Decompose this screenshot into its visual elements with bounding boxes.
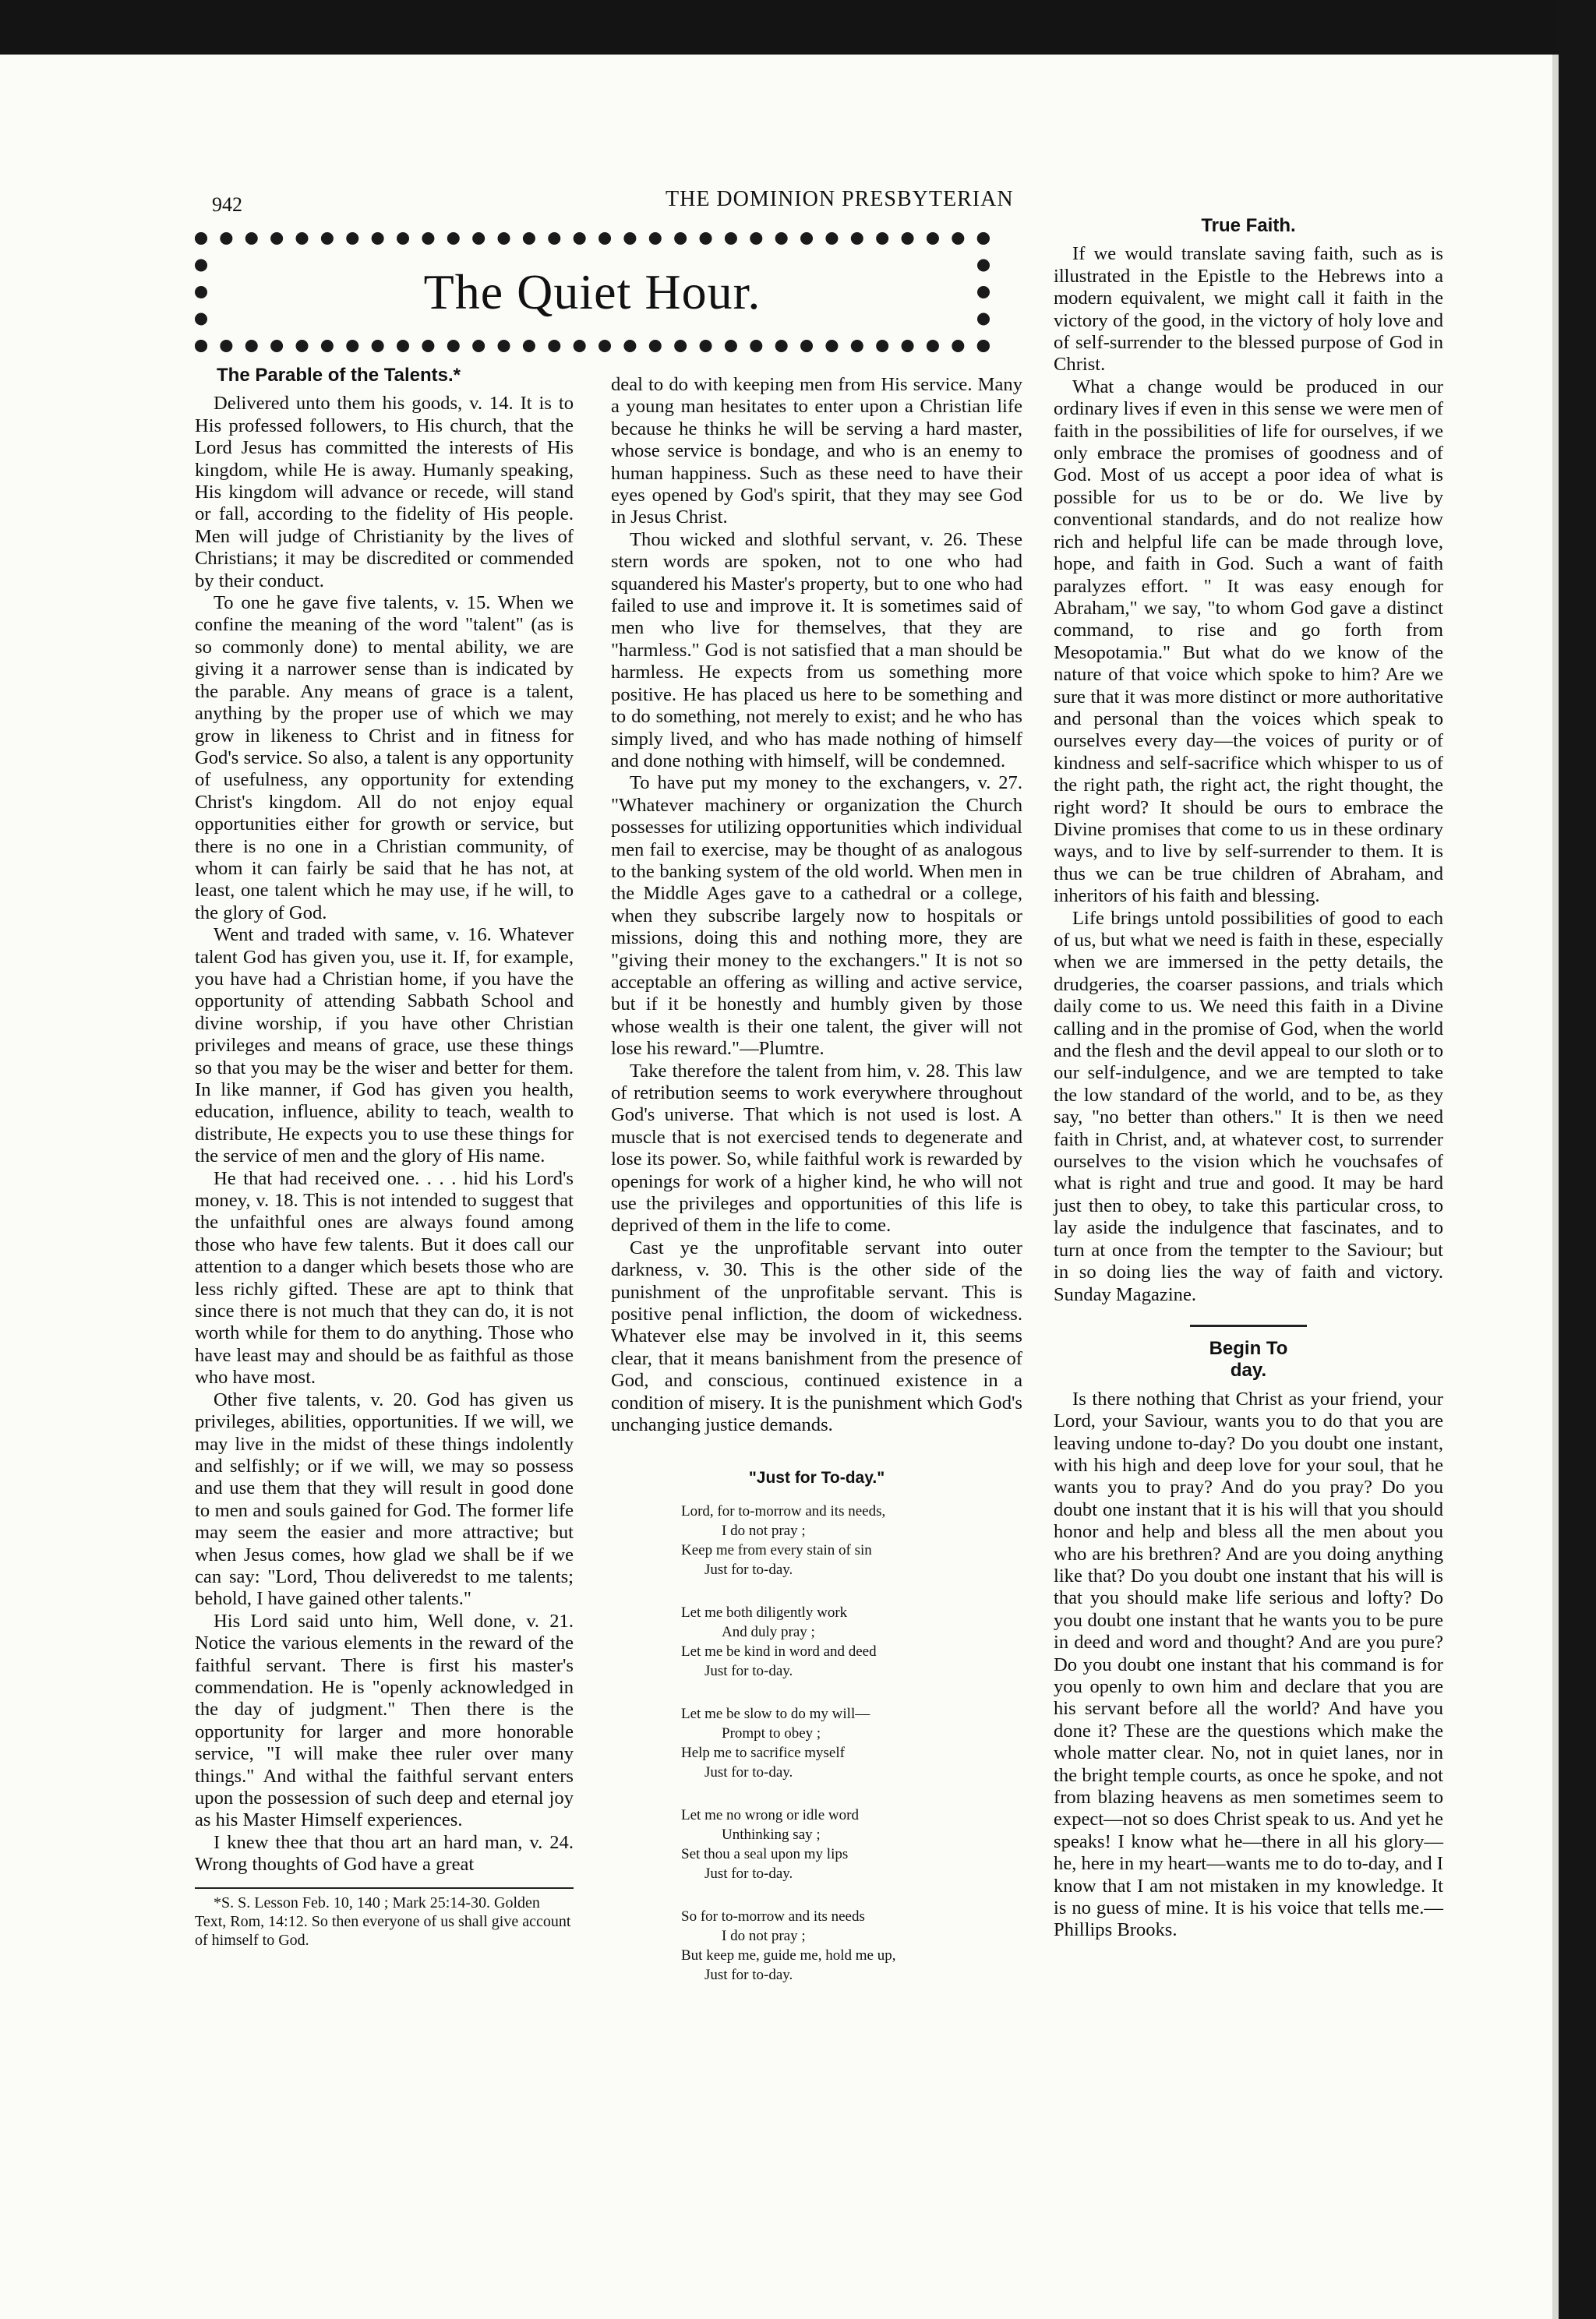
poem-line: I do not pray ; [722,1927,806,1944]
poem [611,1468,1022,1985]
paragraph: I knew thee that thou art an hard man, v. 24. Wrong thoughts of God have a great [195,1831,574,1876]
poem-line: Lord, for to-morrow and its needs, [681,1502,886,1520]
paragraph: To have put my money to the exchangers, v. 27. "Whatever machinery or organization the Church possesses for utilizing opportunities which individual men fail to exercise, may be thought of as analogous to the banking system of the old world. When men in the Middle Ages gave to a cathedral or a college, when they subscribe largely now to hospitals or missions, doing this and nothing more, they are "giving their money to the exchangers." It is not so acceptable an offering as willing and active service, but if it be honestly and humbly given by those whose wealth is their one talent, the giver will not lose his reward."—Plumtre. [611,772,1022,1060]
poem-line: Help me to sacrifice myself [681,1744,845,1761]
paragraph: What a change would be produced in our ordinary lives if even in this sense we were men of faith in the possibilities of life for ourselves, if we only embrace the promises of goodness and of God. Most of us accept a poor idea of what is possible for us to be or do. We live by conventional standards, and do not realize how rich and helpful life can be made through love, hope, and faith in God. Such a want of faith paralyzes effort. " It was easy enough for Abraham," we say, "to whom God gave a distinct command, to rise and go forth from Mesopotamia." But what do we know of the nature of that voice which spoke to him? Are we sure that it was more distinct or more authoritative and personal than the voices which speak to ourselves every day—the voices of purity or of kindness and self-sacrifice which whisper to us of the right path, the right act, the right thought, the right word? It should be ours to embrace the Divine promises that come to us in these ordinary ways, and to live by self-surrender to them. It is thus we can be true children of Abraham, and inheritors of his faith and blessing. [1054,376,1443,907]
page-binding-edge [1552,55,1559,2319]
footnote-text: *S. S. Lesson Feb. 10, 140 ; Mark 25:14-30. Golden Text, Rom, 14:12. So then everyone of us shall give account of himself to God. [195,1894,571,1949]
poem-line: I do not pray ; [722,1522,806,1539]
poem-stanza [681,1907,1022,1985]
running-head: THE DOMINION PRESBYTERIAN [666,187,1014,211]
scan-top-edge [0,0,1596,55]
poem-line: Let me no wrong or idle word [681,1806,859,1823]
paragraph: Went and traded with same, v. 16. Whatever talent God has given you, use it. If, for example, you have had a Christian home, if you have the opportunity of attending Sabbath School and divine worship, if you have other Christian privileges and means of grace, use these things so that you may be the wiser and better for them. In like manner, if God has given you health, education, influence, ability to teach, wealth to distribute, He expects you to use these things for the service of men and the glory of His name. [195,924,574,1167]
paragraph: Thou wicked and slothful servant, v. 26. These stern words are spoken, not to one who had squandered his Master's property, but to one who had failed to use and improve it. It is sometimes said of men who live for themselves, that they are "harmless." God is not satisfied that a man should be harmless. He expects from us something more positive. He has placed us here to be something and to do something, not merely to exist; and he who has simply lived, and who has made nothing of himself and done nothing with himself, will be condemned. [611,528,1022,771]
scan-right-edge [1555,0,1596,2319]
paragraph: deal to do with keeping men from His service. Many a young man hesitates to enter upon a Christian life because he thinks he will be serving a hard master, whose service is bondage, and who is an enemy to human happiness. Such as these need to have their eyes opened by God's spirit, that they may see God in Jesus Christ. [611,374,1022,528]
poem-line: Set thou a seal upon my lips [681,1845,849,1862]
poem-title: "Just for To-day." [748,1468,885,1487]
paragraph: His Lord said unto him, Well done, v. 21. Notice the various elements in the reward of the faithful servant. There is first his master's commendation. He is "openly acknowledged in the day of judgment." Then there is the opportunity for larger and more honorable service, "I will make thee ruler over many things." And withal the faithful servant enters upon the possession of such deep and eternal joy as his Master Himself experiences. [195,1610,574,1831]
column-1 [195,365,574,1950]
article-heading-begin-to-day: Begin To day. [1190,1325,1307,1382]
poem-line: Just for to-day. [704,1561,793,1578]
column-3 [1054,215,1443,1942]
article-heading-talents: The Parable of the Talents.* [217,365,461,386]
footnote [195,1887,574,1950]
paragraph: Life brings untold possibilities of good to each of us, but what we need is faith in these, especially when we are immersed in the petty details, the drudgeries, the coarser passions, and trials which daily come to us. We need this faith in a Divine calling and in the promise of God, when the world and the flesh and the devil appeal to our sloth or to our self-indulgence, and we are tempted to take the low standard of the world, and to be, as they say, "no better than others." It is then we need faith in Christ, and, at whatever cost, to surrender ourselves to the vision which he vouchsafes of what is right and true and good. It may be hard just then to obey, to take this particular cross, to lay aside the indulgence that fascinates, and to turn at once from the tempter to the Saviour; but in so doing lies the way of faith and victory. Sunday Magazine. [1054,907,1443,1305]
section-title: The Quiet Hour. [423,264,761,319]
poem-line: Let me be slow to do my will— [681,1705,870,1722]
paragraph: Other five talents, v. 20. God has given us privileges, abilities, opportunities. If we will, we may live in the midst of these things indolently and selfishly; or if we will, we may so possess and use them that they will result in good done to men and souls gained for God. The former life may seem the easier and more attractive; but when Jesus comes, how glad we shall be if we can say: "Lord, Thou deliveredst to me talents; behold, I have gained other talents." [195,1389,574,1610]
column-2 [611,374,1022,2008]
paragraph: If we would translate saving faith, such as is illustrated in the Epistle to the Hebrews into a modern equivalent, we might call it faith in the victory of the good, in the victory of holy love and of self-surrender to the blessed purpose of God in Christ. [1054,243,1443,376]
poem-line: But keep me, guide me, hold me up, [681,1947,896,1964]
article-heading-true-faith: True Faith. [1201,215,1296,236]
poem-line: Prompt to obey ; [722,1724,821,1742]
section-banner [195,232,990,352]
poem-line: And duly pray ; [722,1623,815,1640]
poem-line: Just for to-day. [704,1763,793,1781]
paragraph: To one he gave five talents, v. 15. When we confine the meaning of the word "talent" (as is so commonly done) to mental ability, we are giving it a narrower sense than is indicated by the parable. Any means of grace is a talent, anything by the proper use of which we may grow in likeness to Christ and in fitness for God's service. So also, a talent is any opportunity of usefulness, any opportunity for extending Christ's kingdom. All do not enjoy equal opportunities either for growth or service, but there is no one in a Christian community, of whom it can fairly be said that he has not, at least, one talent which he may use, if he will, to the glory of God. [195,592,574,923]
poem-line: So for to-morrow and its needs [681,1908,865,1925]
poem-stanza [681,1603,1022,1681]
poem-line: Just for to-day. [704,1966,793,1983]
paragraph: Take therefore the talent from him, v. 28. This law of retribution seems to work everywhere throughout God's universe. That which is not used is lost. A muscle that is not exercised tends to degenerate and lose its power. So, while faithful work is rewarded by openings for work of a higher kind, he who will not use the privileges and opportunities of this life is deprived of them in the life to come. [611,1060,1022,1237]
paragraph: Is there nothing that Christ as your friend, your Lord, your Saviour, wants you to do that you are leaving undone to-day? Do you doubt one instant, with his high and deep love for your soul, that he wants you to pray? And do you pray? Do you doubt one instant that it is his will that you should honor and help and bless all the men about you who are his brethren? And are you doing anything like that? Do you doubt one instant that his will is that you should make life serious and lofty? Do you doubt one instant that he wants you to be pure in deed and word and thought? And are you pure? Do you doubt one instant that his command is for you openly to own him and declare that you are his servant before all the world? And have you done it? These are the questions which make the whole matter clear. No, not in quiet lanes, nor in the bright temple courts, as once he spoke, and not from blazing heavens as men sometimes seem to expect—not so does Christ speak to us. And yet he speaks! I know what he—there in all his glory—he, here in my heart—wants me to do to-day, and I know that I am not mistaken in my knowledge. It is no guess of mine. It is his voice that tells me.—Phillips Brooks. [1054,1388,1444,1941]
paragraph: He that had received one. . . . hid his Lord's money, v. 18. This is not intended to suggest that the unfaithful ones are always found among those who have few talents. But it does call our attention to a danger which besets those who are less richly gifted. These are apt to think that since there is not much that they can do, it is not worth while for them to do anything. Those who have least may and should be as faithful as those who have most. [195,1167,574,1389]
poem-stanza [681,1502,1022,1580]
poem-line: Let me be kind in word and deed [681,1643,877,1660]
poem-line: Unthinking say ; [722,1826,821,1843]
poem-line: Let me both diligently work [681,1604,848,1621]
poem-line: Just for to-day. [704,1865,793,1882]
paragraph: Cast ye the unprofitable servant into outer darkness, v. 30. This is the other side of the punishment of the unprofitable servant. This is positive penal infliction, the doom of wickedness. Whatever else may be involved in it, this seems clear, that it means banishment from the presence of God, and conscious, continued existence in a condition of misery. It is the punishment which God's unchanging justice demands. [611,1237,1022,1436]
poem-line: Keep me from every stain of sin [681,1541,872,1558]
poem-stanza [681,1805,1022,1883]
paragraph: Delivered unto them his goods, v. 14. It is to His professed followers, to His church, that the Lord Jesus has committed the interests of His kingdom, while He is away. Humanly speaking, His kingdom will advance or recede, will stand or fall, according to the fidelity of His people. Men will judge of Christianity by the lives of Christians; it may be discredited or commended by their conduct. [195,393,574,591]
poem-line: Just for to-day. [704,1662,793,1679]
page-number: 942 [212,193,242,216]
poem-stanza [681,1704,1022,1782]
